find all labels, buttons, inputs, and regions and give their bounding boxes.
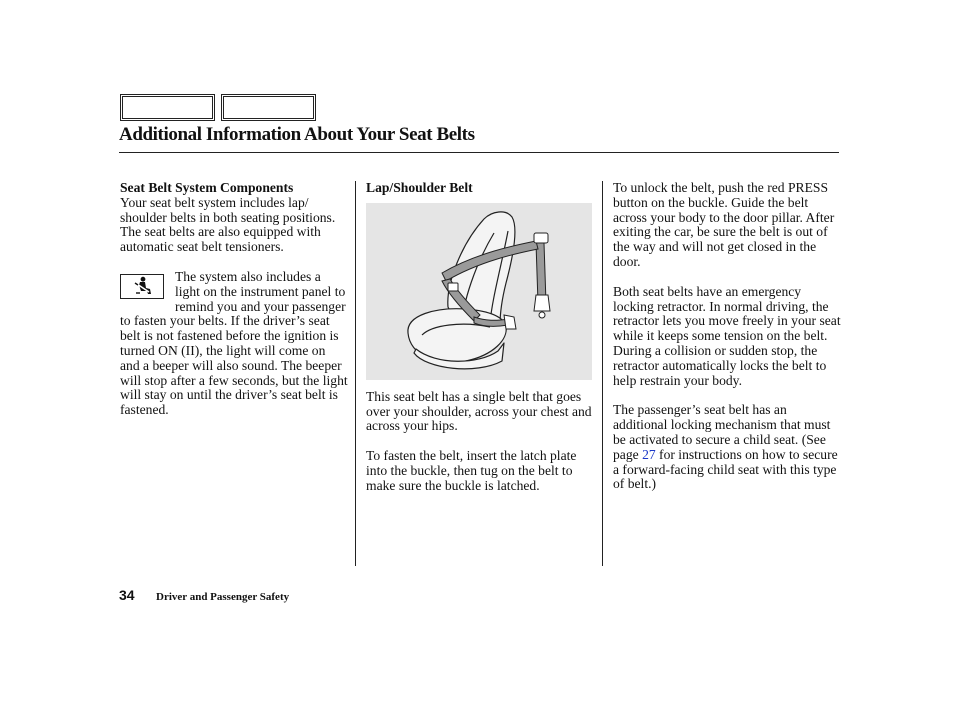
column-divider-2 [602, 181, 603, 566]
page-title: Additional Information About Your Seat Belts [119, 124, 475, 145]
title-rule [119, 152, 839, 153]
paragraph: Your seat belt system includes lap/ shoulder belts in both seating positions. [120, 194, 336, 225]
paragraph: This seat belt has a single belt that goes over your shoulder, across your chest and across your hips. [366, 388, 592, 434]
seat-belt-reminder-icon [120, 274, 164, 299]
nav-next-button[interactable] [221, 94, 316, 121]
footer-section-title: Driver and Passenger Safety [156, 591, 290, 603]
paragraph: During a collision or sudden stop, the retractor automatically locks the belt to help restrain your body. [613, 342, 827, 388]
column-3 [613, 181, 841, 492]
paragraph: The seat belts are also equipped with automatic seat belt tensioners. [120, 224, 321, 255]
page-number: 34 [119, 587, 135, 603]
section-heading-components: Seat Belt System Components [120, 180, 294, 195]
column-divider-1 [355, 181, 356, 566]
paragraph: The system also includes a light on the instrument panel to remind you and your passenger to fasten your belts. If the driver’s seat belt is not fastened before the ignition is turned ON (II), the light will come on and a beeper will also sound. The beeper will stop after a few seconds, but the light will stay on until the driver’s seat belt is fastened. [120, 269, 348, 418]
paragraph: The passenger’s seat belt has an additional locking mechanism that must be activated to secure a child seat. (See page 27 for instructions on how to secure a forward-facing child seat with this type of belt.) [613, 402, 838, 492]
column-1 [120, 181, 348, 418]
section-heading-lap-shoulder: Lap/Shoulder Belt [366, 180, 473, 195]
paragraph: To unlock the belt, push the red PRESS button on the buckle. Guide the belt across your body to the door pillar. After exiting the car, be sure the belt is out of the way and will not get closed in the door. [613, 180, 835, 269]
nav-previous-button[interactable] [120, 94, 215, 121]
column-2 [366, 181, 594, 494]
page-link[interactable]: 27 [642, 446, 656, 462]
paragraph: To fasten the belt, insert the latch plate into the buckle, then tug on the belt to make sure the buckle is latched. [366, 448, 577, 493]
paragraph: Both seat belts have an emergency locking retractor. In normal driving, the retractor lets you move freely in your seat while it keeps some tension on the belt. [613, 283, 841, 344]
seat-with-belt-illustration [366, 203, 592, 380]
